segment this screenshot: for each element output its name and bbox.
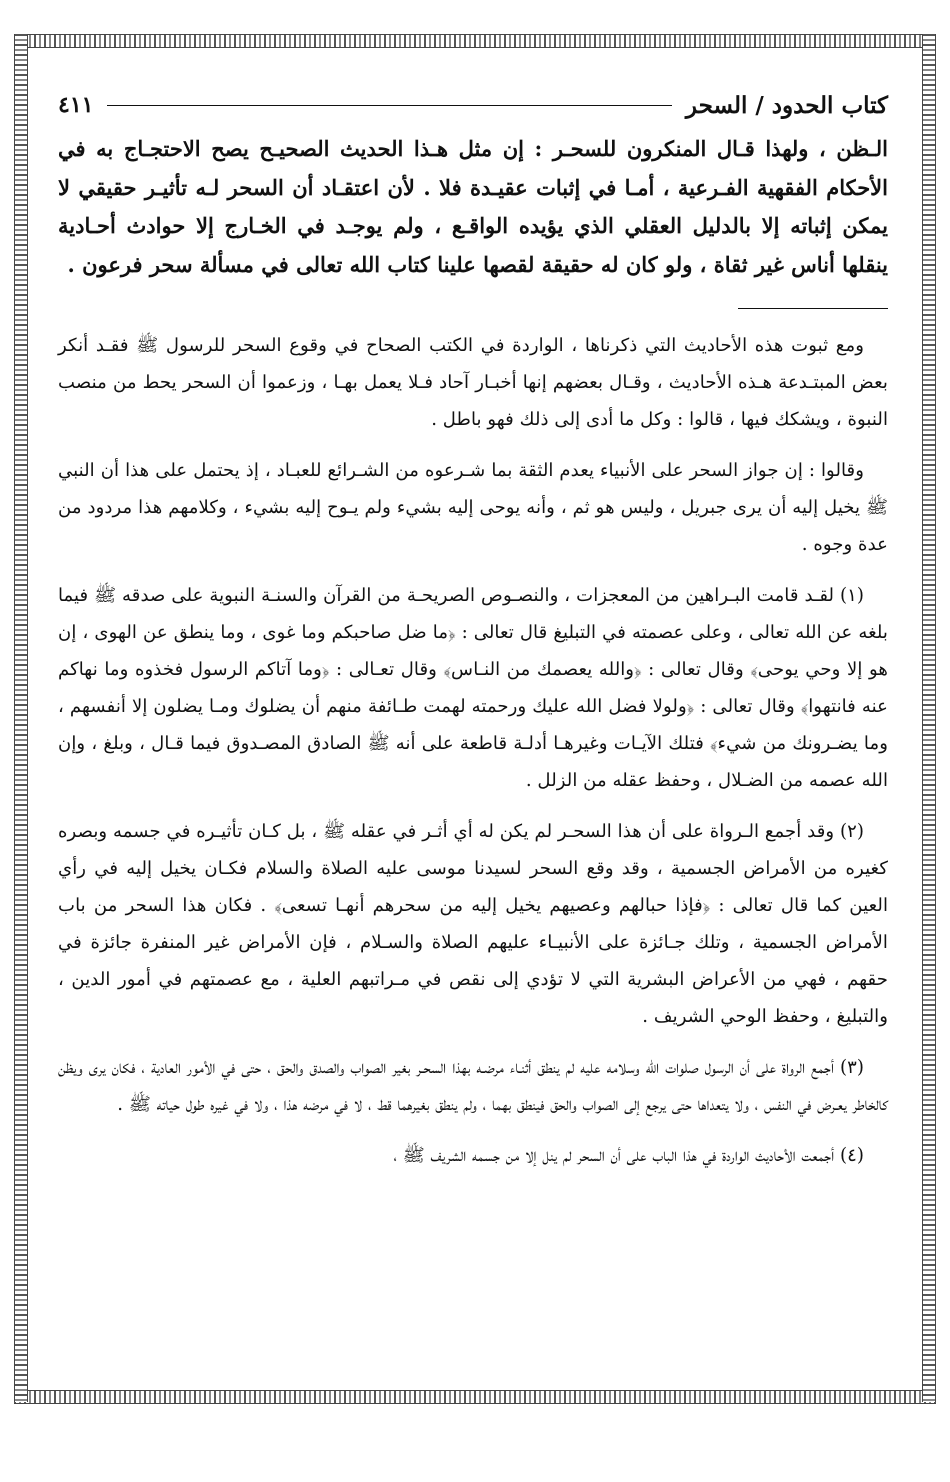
header-title: كتاب الحدود / السحر bbox=[685, 91, 888, 119]
footnote-paragraph-6: (٤) أجمعت الأحاديث الواردة في هذا الباب على أن السحر لم ينل إلا من جسمه الشريف ﷺ ، bbox=[393, 1145, 864, 1166]
footnote-paragraph-2: وقالوا : إن جواز السحر على الأنبياء يعدم الثقة بما شـرعوه من الشـرائع للعبـاد ، إذ يحتمل على هذا أن النبي ﷺ يخيل إليه أن يرى جبريل ، وليس هو ثم ، وأنه يوحى إليه بشيء ولم يـوح إليه بشيء ، وكلامهم هذا مردود من عدة وجوه . bbox=[58, 460, 888, 555]
ornamental-border-right bbox=[922, 34, 936, 1402]
page-number: ٤١١ bbox=[58, 92, 94, 118]
footnote-paragraph-3: (١) لقـد قامت البـراهين من المعجزات ، والنصـوص الصريحـة من القرآن والسنـة النبوية على صدقه ﷺ فيما بلغه عن الله تعالى ، وعلى عصمته في التبليغ قال تعالى : ﴿ما ضل صاحبكم وما غوى ، وما ينطق عن الهوى ، إن هو إلا وحي يوحى﴾ وقال تعالى : ﴿والله يعصمك من النـاس﴾ وقال تعـالى : ﴿وما آتاكم الرسول فخذوه وما نهاكم عنه فانتهوا﴾ وقال تعالى : ﴿ولولا فضل الله عليك ورحمته لهمت طـائفة منهم أن يضلوك ومـا يضلون إلا أنفسهم ، وما يضـرونك من شيء﴾ فتلك الآيـات وغيرهـا أدلـة قاطعة على أنه ﷺ الصادق المصـدوق فيما قـال ، وبلغ ، وإن الله عصمه من الضـلال ، وحفظ عقله من الزلل . bbox=[58, 585, 888, 791]
footnote-separator bbox=[738, 308, 888, 309]
main-text-paragraph: الـظن ، ولهذا قـال المنكرون للسحـر : إن مثل هـذا الحديث الصحيـح يصح الاحتجـاج به في الأحكام الفقهية الفـرعية ، أمـا في إثبات عقيـدة فلا . لأن اعتقـاد أن السحر لـه تأثيـر حقيقي لا يمكن إثباته إلا بالدليل العقلي الذي يؤيده الواقـع ، ولم يوجـد في الخـارج إلا حوادث أحـادية ينقلها أناس غير ثقاة ، ولو كان له حقيقة لقصها علينا كتاب الله تعالى في مسألة سحر فرعون . bbox=[58, 136, 888, 277]
footnote-paragraph-5: (٣) أجمع الرواة على أن الرسول صلوات الله وسلامه عليه لم ينطق أثنـاء مرضـه بهذا السحـر بغير الصواب والصدق والحق ، حتى في الأمور العادية ، فكان يرى ويظن كالخاطر يعـرض في النفس ، ولا يتعداها حتى يرجع إلى الصواب والحق فينطق بهما ، ولم ينطق بغيرهما قط ، لا في مرضه هذا ، ولا في غيره طول حياته ﷺ . bbox=[58, 1057, 888, 1115]
book-page bbox=[58, 88, 888, 1388]
ornamental-border-left bbox=[14, 34, 28, 1402]
ornamental-border-top bbox=[14, 34, 936, 48]
footnote-paragraph-1: ومع ثبوت هذه الأحاديث التي ذكرناها ، الواردة في الكتب الصحاح في وقوع السحر للرسول ﷺ فقـد أنكر بعض المبتـدعة هـذه الأحاديث ، وقـال بعضهم إنها أخبـار آحاد فـلا يعمل بهـا ، وزعموا أن السحر يحط من منصب النبوة ، ويشكك فيها ، قالوا : وكل ما أدى إلى ذلك فهو باطل . bbox=[58, 335, 888, 430]
footnote-paragraph-4: (٢) وقد أجمع الـرواة على أن هذا السحـر لم يكن له أي أثـر في عقله ﷺ ، بل كـان تأثيـره في جسمه وبصره كغيره من الأمراض الجسمية ، وقد وقع السحر لسيدنا موسى عليه الصلاة والسلام فكـان يخيل إليه في رأي العين كما قال تعالى : ﴿فإذا حبالهم وعصيهم يخيل إليه من سحرهم أنهـا تسعى﴾ . فكان هذا السحر من باب الأمراض الجسمية ، وتلك جـائزة على الأنبيـاء عليهم الصلاة والسـلام ، فإن الأمراض غير المنفرة جائزة في حقهم ، فهي من الأعراض البشرية التي لا تؤدي إلى نقص في مـراتبهم العلية ، مع عصمتهم في أمور الدين ، والتبليغ ، وحفظ الوحي الشريف . bbox=[58, 821, 888, 1027]
running-header bbox=[58, 88, 888, 122]
header-rule bbox=[107, 105, 671, 106]
ornamental-border-bottom bbox=[14, 1390, 936, 1404]
